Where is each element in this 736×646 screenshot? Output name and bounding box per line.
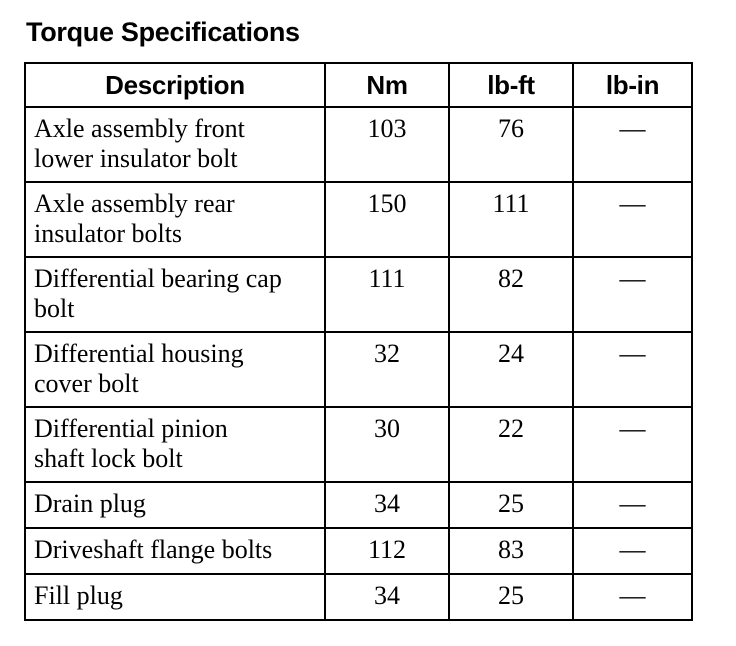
nm-cell: 103 xyxy=(325,107,449,182)
description-cell xyxy=(25,407,325,482)
lbft-cell: 22 xyxy=(449,407,573,482)
description-line: bolt xyxy=(34,294,75,323)
description-line: Driveshaft flange bolts xyxy=(34,535,273,564)
description-line: Fill plug xyxy=(34,581,123,610)
lbft-cell: 25 xyxy=(449,574,573,620)
table-row xyxy=(25,407,692,482)
nm-cell: 34 xyxy=(325,574,449,620)
nm-cell: 111 xyxy=(325,257,449,332)
table-row xyxy=(25,528,692,574)
nm-cell: 32 xyxy=(325,332,449,407)
header-lbin: lb-in xyxy=(573,63,692,107)
table-row xyxy=(25,257,692,332)
nm-cell: 150 xyxy=(325,182,449,257)
description-line: lower insulator bolt xyxy=(34,144,238,173)
description-line: Differential housing xyxy=(34,339,244,368)
description-cell xyxy=(25,332,325,407)
description-cell xyxy=(25,257,325,332)
lbft-cell: 111 xyxy=(449,182,573,257)
lbft-cell: 24 xyxy=(449,332,573,407)
table-row xyxy=(25,107,692,182)
table-row xyxy=(25,574,692,620)
lbin-cell: — xyxy=(573,257,692,332)
table-header-row xyxy=(25,63,692,107)
description-cell xyxy=(25,482,325,528)
lbft-cell: 82 xyxy=(449,257,573,332)
table-row xyxy=(25,482,692,528)
description-line: Differential bearing cap xyxy=(34,264,282,293)
torque-spec-table xyxy=(24,62,693,621)
table-row xyxy=(25,332,692,407)
lbin-cell: — xyxy=(573,574,692,620)
description-line: insulator bolts xyxy=(34,219,183,248)
description-cell xyxy=(25,182,325,257)
description-cell xyxy=(25,107,325,182)
header-lbft: lb-ft xyxy=(449,63,573,107)
lbft-cell: 83 xyxy=(449,528,573,574)
lbin-cell: — xyxy=(573,407,692,482)
description-line: Drain plug xyxy=(34,489,146,518)
lbin-cell: — xyxy=(573,482,692,528)
nm-cell: 30 xyxy=(325,407,449,482)
lbft-cell: 25 xyxy=(449,482,573,528)
lbft-cell: 76 xyxy=(449,107,573,182)
page-title: Torque Specifications xyxy=(26,17,300,47)
description-line: shaft lock bolt xyxy=(34,444,183,473)
description-cell xyxy=(25,528,325,574)
description-line: cover bolt xyxy=(34,369,139,398)
table-row xyxy=(25,182,692,257)
header-description: Description xyxy=(25,63,325,107)
header-nm: Nm xyxy=(325,63,449,107)
description-line: Axle assembly rear xyxy=(34,189,235,218)
lbin-cell: — xyxy=(573,182,692,257)
description-line: Axle assembly front xyxy=(34,114,245,143)
nm-cell: 34 xyxy=(325,482,449,528)
description-cell xyxy=(25,574,325,620)
lbin-cell: — xyxy=(573,528,692,574)
lbin-cell: — xyxy=(573,332,692,407)
nm-cell: 112 xyxy=(325,528,449,574)
lbin-cell: — xyxy=(573,107,692,182)
description-line: Differential pinion xyxy=(34,414,228,443)
